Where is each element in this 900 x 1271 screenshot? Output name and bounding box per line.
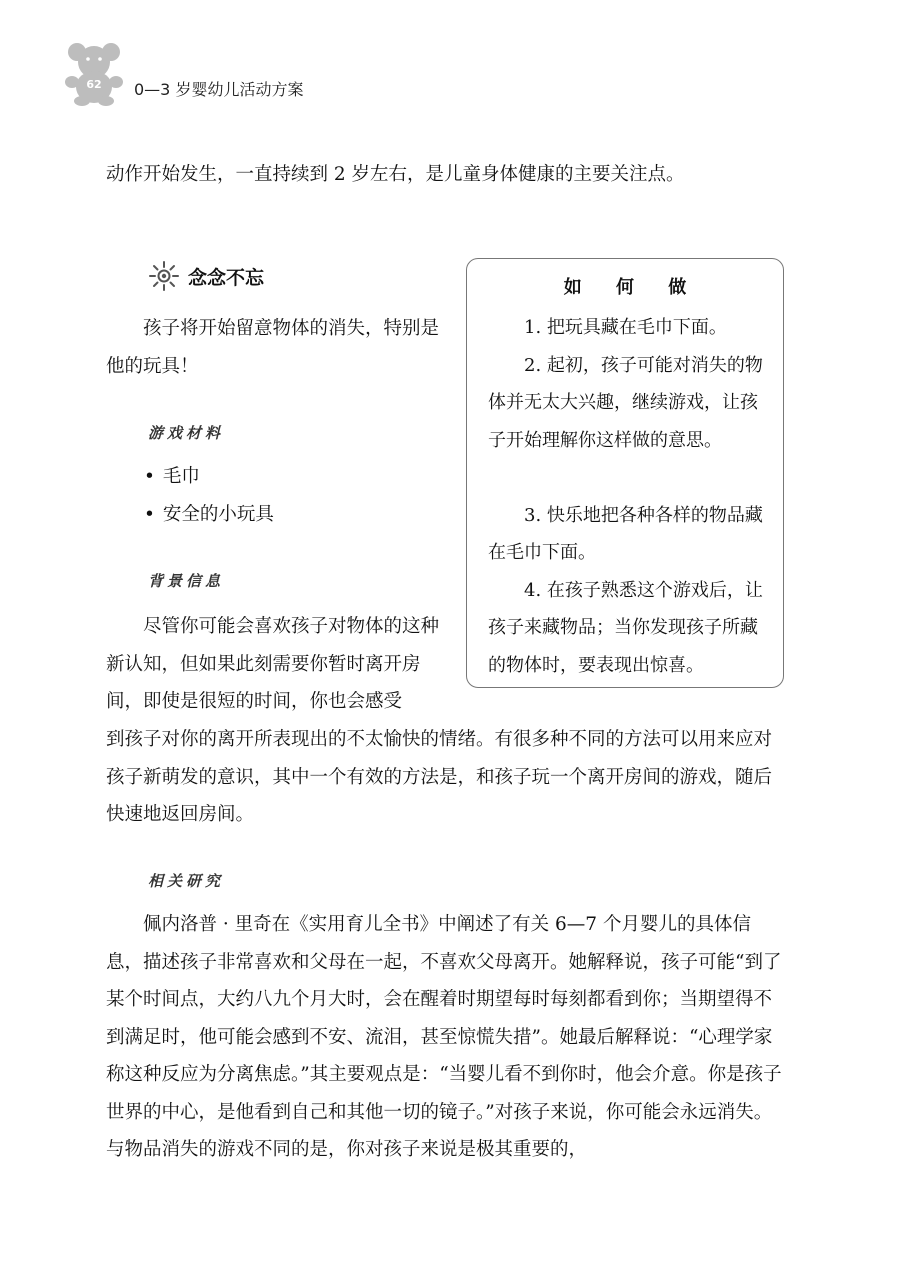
lead-paragraph: 孩子将开始留意物体的消失，特别是他的玩具！: [106, 318, 440, 377]
research-paragraph: 佩内洛普 · 里奇在《实用育儿全书》中阐述了有关 6—7 个月婴儿的具体信息，描述孩子非常喜欢和父母在一起，不喜欢父母离开。她解释说，孩子可能“到了某个时间点，大约八九个月大时，会在醒着时期望每时每刻都看到你；当期望得不到满足时，他可能会感到不安、流泪，甚至惊慌失措”。她最后解释说：“心理学家称这种反应为分离焦虑。”其主要观点是：“当婴儿看不到你时，他会介意。你是孩子世界的中心，是他看到自己和其他一切的镜子。”对孩子来说，你可能会永远消失。与物品消失的游戏不同的是，你对孩子来说是极其重要的，: [106, 914, 782, 1160]
list-item: • 安全的小玩具: [144, 504, 274, 525]
material-item-label: 毛巾: [162, 466, 200, 487]
how-to-step: 3. 快乐地把各种各样的物品藏在毛巾下面。: [488, 504, 763, 563]
research-heading: 相关研究: [148, 872, 225, 890]
background-paragraph-left: 尽管你可能会喜欢孩子对物体的这种新认知，但如果此刻需要你暂时离开房间，即使是很短的时间，你也会感受: [106, 616, 440, 712]
page-number: 62: [86, 78, 102, 91]
intro-paragraph: 动作开始发生，一直持续到 2 岁左右，是儿童身体健康的主要关注点。: [106, 164, 685, 185]
background-paragraph-full: 到孩子对你的离开所表现出的不太愉快的情绪。有很多种不同的方法可以用来应对孩子新萌发的意识，其中一个有效的方法是，和孩子玩一个离开房间的游戏，随后快速地返回房间。: [106, 729, 773, 825]
how-to-step: 2. 起初，孩子可能对消失的物体并无太大兴趣，继续游戏，让孩子开始理解你这样做的意思。: [488, 354, 763, 451]
how-to-box: [466, 258, 784, 688]
teddy-bear-icon: [64, 40, 124, 106]
list-item: • 毛巾: [144, 466, 200, 487]
how-to-title: 如 何 做: [563, 277, 701, 298]
section-title-text: 念念不忘: [188, 267, 265, 289]
sun-icon: [148, 260, 180, 292]
materials-heading: 游戏材料: [148, 424, 225, 442]
page-header: [64, 40, 464, 112]
book-title: 0—3 岁婴幼儿活动方案: [134, 80, 304, 99]
material-item-label: 安全的小玩具: [162, 504, 274, 525]
how-to-step: 1. 把玩具藏在毛巾下面。: [524, 317, 727, 338]
how-to-step: 4. 在孩子熟悉这个游戏后，让孩子来藏物品；当你发现孩子所藏的物体时，要表现出惊喜。: [488, 579, 763, 676]
background-heading: 背景信息: [148, 572, 225, 590]
